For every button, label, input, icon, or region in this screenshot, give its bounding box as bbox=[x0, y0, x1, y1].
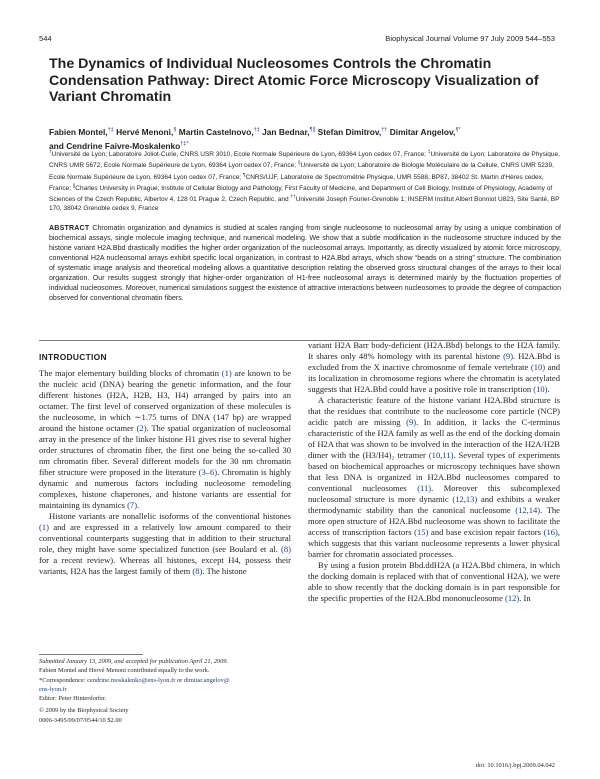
affiliation-text: Université de Lyon; Laboratoire de Physique, CNRS UMR 5672, Ecole Normale Supérieure de Lyon, 69364 Lyon cedex 07, France; bbox=[49, 151, 560, 170]
left-text-column bbox=[39, 368, 291, 577]
section-heading-introduction: INTRODUCTION bbox=[39, 352, 107, 362]
body-paragraph: The major elementary building blocks of chromatin (1) are known to be the nucleic acid (DNA) bearing the genetic information, and the four different histones (H2A, H2B, H3, H4) arranged by pairs into an octamer. The first level of conserved organization of these molecules is the nucleosome, in which ∼1.75 turns of DNA (147 bp) are wrapped around the histone octamer (2). The spatial organization of nucleosomal array in the presence of the linker histone H1 gives rise to several higher order structures of chromatin fiber, the first one being the so-called 30 nm chromatin fiber. Several different models for the 30 nm chromatin fiber structure were proposed in the literature (3–6). Chromatin is highly dynamic and numerous factors including nucleosome remodeling complexes, histone chaperones, and histone variants are essential for maintaining its dynamics (7). bbox=[39, 368, 291, 510]
author-affiliation-mark[interactable]: †‡ bbox=[107, 127, 114, 133]
article-title: The Dynamics of Individual Nucleosomes Controls the Chromatin Condensation Pathway: Direct Atomic Force Microscopy Visualization of Variant Chromatin bbox=[49, 56, 539, 105]
affiliation-mark: †† bbox=[290, 195, 296, 200]
citation-link[interactable]: (12,13) bbox=[452, 493, 478, 504]
affiliation-text: Université Joseph Fourier-Grenoble 1; INSERM Institut Albert Bonniot U823, Site Santé, BP 170, 38042 Grenoble cedex 9, France bbox=[49, 196, 560, 213]
correspondence-email-link[interactable]: ens-lyon.fr bbox=[39, 685, 67, 693]
author-name: Hervé Menoni, bbox=[116, 126, 174, 137]
citation-link[interactable]: (10) bbox=[530, 361, 546, 372]
author-name: and Cendrine Faivre-Moskalenko bbox=[49, 140, 181, 151]
issn-line: 0006-3495/09/07/0544/10 $2.00 bbox=[39, 716, 122, 724]
copyright-notice: © 2009 by the Biophysical Society bbox=[39, 707, 129, 715]
author-affiliation-mark[interactable]: §* bbox=[455, 127, 461, 133]
affiliation-mark: ¶ bbox=[242, 172, 246, 178]
author-name: Stefan Dimitrov, bbox=[317, 126, 382, 137]
correspondence-line: *Correspondence: cendrine.moskalenko@ens-lyon.fr or dimitar.angelov@ bbox=[39, 676, 230, 684]
abstract bbox=[49, 224, 561, 304]
citation-link[interactable]: (7) bbox=[127, 499, 138, 510]
author-affiliation-mark[interactable]: ¶∥ bbox=[309, 127, 316, 133]
affiliation-mark: § bbox=[297, 161, 301, 167]
footnote-divider bbox=[39, 654, 143, 655]
footnotes bbox=[39, 657, 291, 725]
affiliation-mark: ‡ bbox=[427, 150, 431, 155]
citation-link[interactable]: (3–6) bbox=[198, 466, 218, 477]
author-name: Fabien Montel, bbox=[49, 126, 108, 137]
body-paragraph: Histone variants are nonallelic isoforms of the conventional histones (1) and are expressed in a relatively low amount compared to their conventional counterparts suggesting that in addition to their structural role, they might have some specialized function (see Boulard et al. (8) for a recent review). Whereas all histones, except H4, possess their variants, H2A has the largest family of them (8). The histone bbox=[39, 510, 291, 576]
affiliation-mark: † bbox=[49, 150, 52, 155]
citation-link[interactable]: (8) bbox=[281, 543, 291, 554]
citation-link[interactable]: (16) bbox=[543, 526, 558, 537]
abstract-label: ABSTRACT bbox=[49, 225, 90, 232]
citation-link[interactable]: (1) bbox=[221, 368, 232, 378]
affiliation-text: Charles University in Prague, Institute of Cellular Biology and Pathology, First Faculty of Medicine, and Department of Cell Biology, Institute of Physiology, Academy of Sciences of the Czech Republic, Albertov 4, 128 01 Prague 2, Czech Republic, and bbox=[49, 184, 553, 204]
correspondence-email-link[interactable]: cendrine.moskalenko@ens-lyon.fr bbox=[87, 676, 176, 684]
body-paragraph: A characteristic feature of the histone variant H2A.Bbd structure is that the residues that contribute to the nucleosome core particle (NCP) acidic patch are missing (9). In addition, it lacks the C-terminus characteristic of the H2A family as well as the end of the docking domain of H2A that was shown to be involved in the interaction of the H2A/H2B dimer with the (H3/H4)₂ tetramer (10,11). Several types of experiments based on biochemical approaches or microscopy techniques have shown that less DNA is organized in H2A.Bbd nucleosomes compared to conventional nucleosomes (11). Moreover this subcomplexed nucleosomal structure is more dynamic (12,13) and exhibits a weaker thermodynamic stability than the canonical nucleosome (12,14). The more open structure of H2A.Bbd nucleosome was shown to facilitate the access of transcription factors (15) and base excision repair factors (16), which suggests that this variant nucleosome represents a lower physical barrier for chromatin associated processes. bbox=[308, 394, 560, 559]
citation-link[interactable]: (9) bbox=[503, 350, 514, 361]
affiliation-text: Université de Lyon; Laboratoire Joliot-Curie, CNRS USR 3010, Ecole Normale Supérieure de Lyon, 69364 Lyon cedex 07, France; bbox=[51, 151, 426, 159]
citation-link[interactable]: (1) bbox=[39, 521, 49, 532]
author-affiliation-mark[interactable]: †‡* bbox=[180, 140, 189, 147]
page-number: 544 bbox=[39, 34, 52, 43]
journal-citation-header: Biophysical Journal Volume 97 July 2009 544–553 bbox=[385, 34, 555, 43]
author-affiliation-mark[interactable]: †‡ bbox=[253, 127, 260, 133]
equal-contribution-note: Fabien Montel and Hervé Menoni contributed equally to the work. bbox=[39, 667, 210, 675]
affiliation-mark: ∥ bbox=[72, 183, 76, 189]
doi-link[interactable]: doi: 10.1016/j.bpj.2009.04.042 bbox=[475, 762, 555, 769]
author-name: Dimitar Angelov, bbox=[389, 126, 456, 137]
citation-link[interactable]: (12) bbox=[505, 592, 520, 603]
citation-link[interactable]: (12,14) bbox=[515, 504, 541, 515]
correspondence-email-link[interactable]: dimitar.angelov@ bbox=[183, 676, 230, 684]
body-paragraph: By using a fusion protein Bbd.ddH2A (a H2A.Bbd chimera, in which the docking domain is replaced with that of conventional H2A), we were able to show recently that the docking domain is in part responsible for the specific properties of the H2A.Bbd mononucleosome (12). In bbox=[308, 559, 560, 603]
author-name: Jan Bednar, bbox=[262, 126, 310, 137]
author-name: Martin Castelnovo, bbox=[178, 126, 254, 137]
citation-link[interactable]: (15) bbox=[414, 526, 429, 537]
author-affiliation-mark[interactable]: § bbox=[173, 127, 177, 133]
editor-note: Editor: Peter Hinterdorfer. bbox=[39, 695, 107, 703]
citation-link[interactable]: (2) bbox=[136, 422, 147, 433]
citation-link[interactable]: (8) bbox=[192, 565, 203, 576]
citation-link[interactable]: (10,11) bbox=[428, 449, 454, 460]
submission-dates: Submitted January 13, 2009, and accepted for publication April 21, 2009. bbox=[39, 658, 229, 665]
abstract-text: Chromatin organization and dynamics is studied at scales ranging from single nucleosome to nucleosomal array by using a unique combination of biochemical assays, single molecule imaging technique, and numerical modeling. We show that a subtle modification in the nucleosome structure induced by the histone variant H2A.Bbd drastically modifies the higher order organization of the nucleosomal arrays. Importantly, as directly visualized by atomic force microscopy, conventional H2A nucleosomal arrays exhibit specific local organization, in contrast to H2A.Bbd arrays, which show “beads on a string” structure. The combination of systematic image analysis and theoretical modeling allows a quantitative description relating the observed gross structural changes of the arrays to their local organization. Our results suggest strongly that higher-order organization of H1-free nucleosomal arrays is determined mainly by the fluctuation properties of individual nucleosomes. Moreover, numerical simulations suggest the existence of attractive interactions between nucleosomes to provide the degree of compaction observed for conventional chromatin fibers. bbox=[49, 225, 561, 302]
citation-link[interactable]: (11) bbox=[417, 482, 432, 493]
affiliation-text: CNRS/UJF, Laboratoire de Spectrométrie Physique, UMR 5588, BP87, 38402 St. Martin d'Hères cedex, France; bbox=[49, 173, 544, 192]
citation-link[interactable]: (9) bbox=[406, 416, 417, 427]
affiliations bbox=[49, 148, 561, 213]
author-affiliation-mark[interactable]: †† bbox=[381, 127, 388, 133]
body-paragraph: variant H2A Barr body-deficient (H2A.Bbd) belongs to the H2A family. It shares only 48% homology with its parental histone (9). H2A.Bbd is excluded from the X inactive chromosome of female vertebrate (10) and its localization in chromosome regions where the chromatin is acetylated suggests that H2A.Bbd could have a positive role in transcription (10). bbox=[308, 340, 560, 394]
citation-link[interactable]: (10) bbox=[533, 383, 548, 394]
right-text-column bbox=[308, 340, 560, 604]
affiliation-text: Université de Lyon; Laboratoire de Biologie Moléculaire de la Cellule, CNRS UMR 5239, Ecole Normale Supérieure de Lyon, 69364 Lyon cedex 07, France; bbox=[49, 162, 554, 181]
